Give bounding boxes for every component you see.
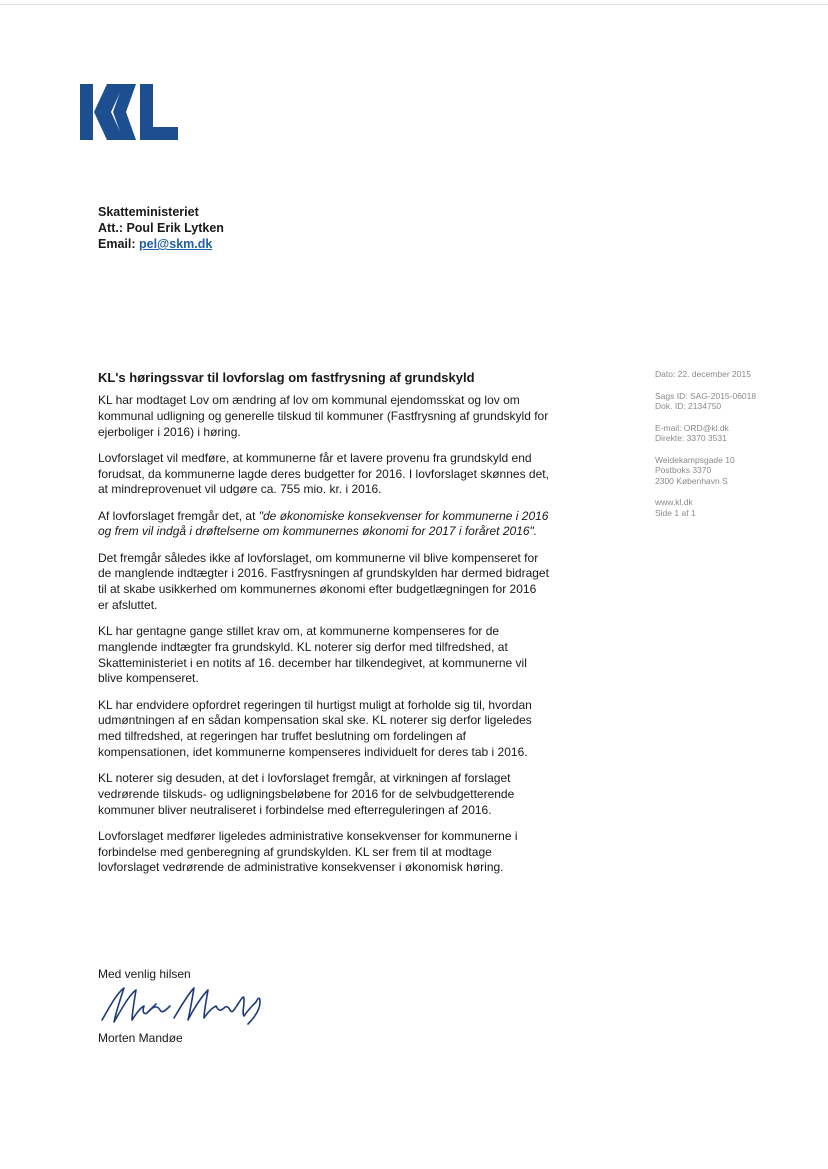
date-group: [655, 369, 815, 380]
body-paragraph: Lovforslaget vil medføre, at kommunerne får et lavere provenu fra grundskyld end forudsat, da kommunerne lagde deres budgetter for 2016. I lovforslaget skønnes det, at mindreprovenuet vil udgøre ca. 755 mio. kr. i 2016.: [98, 450, 549, 497]
scan-edge-line: [0, 4, 828, 5]
contact-email-text: E-mail: ORD@kl.dk: [655, 422, 729, 433]
body-paragraph: KL har endvidere opfordret regeringen til hurtigst muligt at forholde sig til, hvordan udmøntningen af en sådan kompensation skal ske. KL noterer sig derfor ligeledes med tilfredshed, at regeringen har truffet beslutning om fordelingen af kompensationen, idet kommunerne kompenseres individuelt for deres tab i 2016.: [98, 697, 532, 759]
letter-title: KL's høringssvar til lovforslag om fastfrysning af grundskyld: [98, 370, 475, 385]
sidebar-metadata: [655, 369, 815, 529]
email-link[interactable]: pel@skm.dk: [139, 237, 213, 251]
handwritten-signature: [94, 980, 274, 1032]
address-line: Weidekampsgade 10: [655, 454, 735, 465]
address-line: Postboks 3370: [655, 465, 712, 475]
ids-group: [655, 391, 815, 412]
address-group: [655, 455, 815, 487]
addressee-block: [98, 204, 224, 252]
date-text: Dato: 22. december 2015: [655, 369, 751, 379]
kl-logo: [80, 84, 178, 140]
recipient-organization: Skatteministeriet: [98, 205, 199, 219]
quote-paragraph: [98, 509, 550, 541]
website-link[interactable]: www.kl.dk: [655, 497, 693, 507]
doc-id-text: Dok. ID: 2134750: [655, 401, 722, 411]
quote-text: "de økonomiske konsekvenser for kommunerne i 2016 og frem vil indgå i drøftelserne om kommunernes økonomi for 2017 i foråret 2016".: [98, 508, 549, 539]
web-group: [655, 497, 815, 518]
body-paragraph: Lovforslaget medfører ligeledes administrative konsekvenser for kommunerne i forbindelse med genberegning af grundskylden. KL ser frem til at modtage lovforslaget vedrørende de administrative konsekvenser i økonomisk høring.: [98, 828, 518, 875]
closing-greeting: Med venlig hilsen: [98, 967, 191, 981]
body-paragraph: Det fremgår således ikke af lovforslaget, om kommunerne vil blive kompenseret for de manglende indtægter i 2016. Fastfrysningen af grundskylden har dermed bidraget til at skabe usikkerhed om kommunernes økonomi efter budgetlægningen for 2016 er afsluttet.: [98, 550, 549, 612]
page-number: Side 1 af 1: [655, 507, 696, 518]
contact-direct-text: Direkte: 3370 3531: [655, 433, 727, 443]
quote-intro: Af lovforslaget fremgår det, at: [98, 508, 259, 523]
contact-group: [655, 423, 815, 444]
recipient-attention: Att.: Poul Erik Lytken: [98, 221, 224, 235]
recipient-email-line: [98, 236, 224, 252]
address-line: 2300 København S: [655, 475, 728, 486]
case-id-text: Sags ID: SAG-2015-06018: [655, 390, 757, 401]
body-paragraph: KL har modtaget Lov om ændring af lov om kommunal ejendomsskat og lov om kommunal udligning og generelle tilskud til kommuner (Fastfrysning af grundskyld for ejerboliger i 2016) i høring.: [98, 393, 549, 439]
body-paragraph: KL noterer sig desuden, at det i lovforslaget fremgår, at virkningen af forslaget vedrørende tilskuds- og udligningsbeløbene for 2016 for de selvbudgetterende kommuner bliver neutraliseret i forbindelse med efterreguleringen af 2016.: [98, 771, 515, 817]
email-label: Email:: [98, 237, 136, 251]
letter-body: [98, 393, 550, 887]
signer-name: Morten Mandøe: [98, 1031, 183, 1045]
body-paragraph: KL har gentagne gange stillet krav om, at kommunerne kompenseres for de manglende indtægter fra grundskyld. KL noterer sig derfor med tilfredshed, at Skatteministeriet i en notits af 16. december har tilkendegivet, at kommunerne vil blive kompenseret.: [98, 624, 527, 686]
